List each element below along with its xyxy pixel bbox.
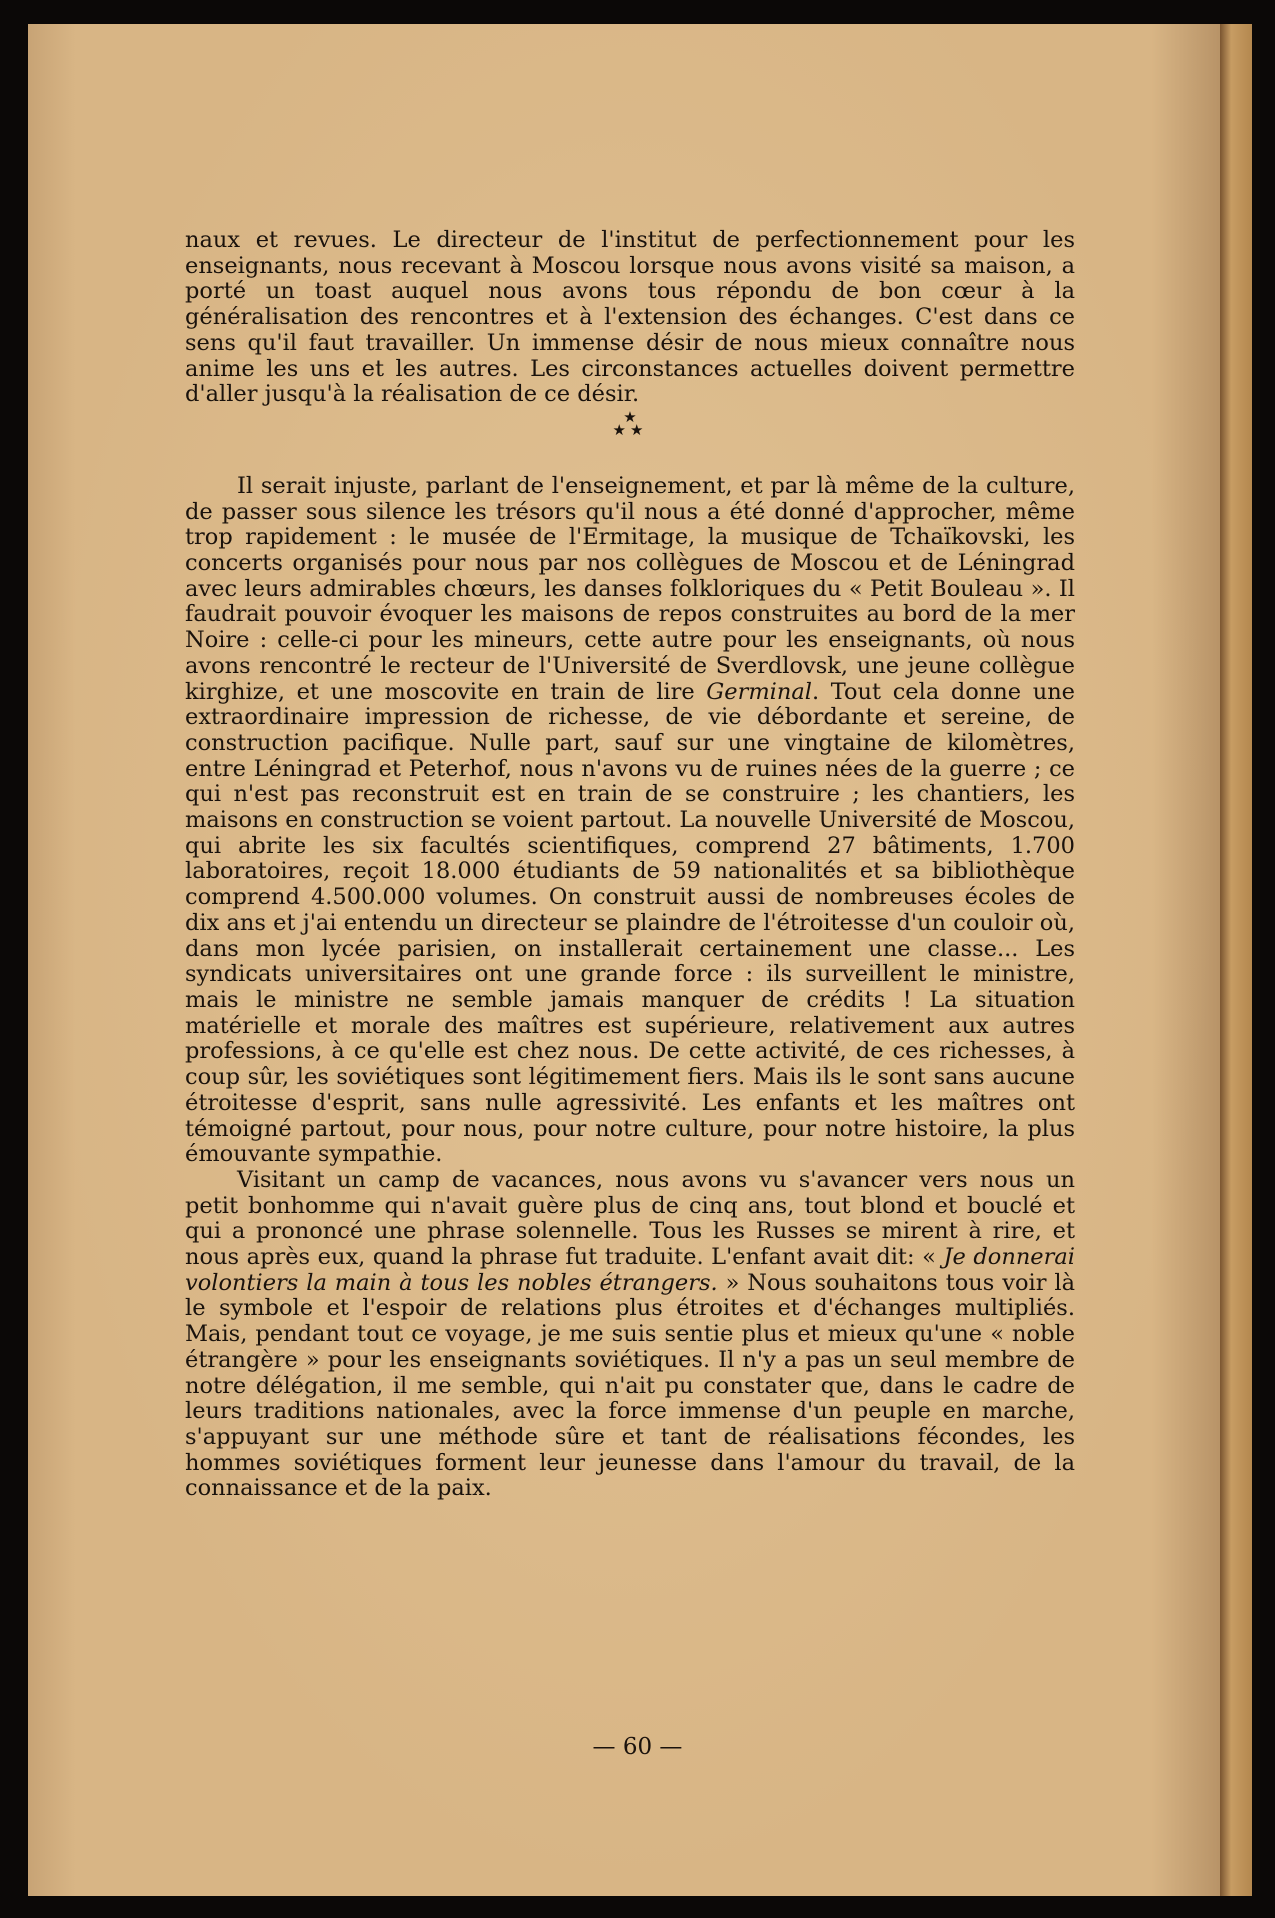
child-quote: Je donnerai volontiers la main à tous les nobles étrangers. — [185, 1244, 1075, 1296]
paragraph-culture-text-2: . Tout cela donne une extraordinaire impression de richesse, de vie débordante et sereine, de construction pacifique. Nulle part, sauf sur une vingtaine de kilomètres, entre Léningrad et Peterhof, nous n'avons vu de ruines nées de la guerre ; ce qui n'est pas reconstruit est en train de se construire ; les chantiers, les maisons en construction se voient partout. La nouvelle Université de Moscou, qui abrite les six facultés scientifiques, comprend 27 bâtiments, 1.700 laboratoires, reçoit 18.000 étudiants de 59 nationalités et sa bibliothèque comprend 4.500.000 volumes. On construit aussi de nombreuses écoles de dix ans et j'ai entendu un directeur se plaindre de l'étroitesse d'un couloir où, dans mon lycée parisien, on installerait certainement une classe... Les syndicats universitaires ont une grande force : ils surveillent le ministre, mais le ministre ne semble jamais manquer de crédits ! La situation matérielle et morale des maîtres est supérieure, relativement aux autres professions, à ce qu'elle est chez nous. De cette activité, de ces richesses, à coup sûr, les soviétiques sont légitimement fiers. Mais ils le sont sans aucune étroitesse d'esprit, sans nulle agressivité. Les enfants et les maîtres ont témoigné partout, pour nous, pour notre culture, pour notre histoire, la plus émouvante sympathie. — [185, 678, 1075, 1168]
page-number: — 60 — — [592, 1734, 683, 1760]
paragraph-culture-text-1: Il serait injuste, parlant de l'enseignement, et par là même de la culture, de passer sous silence les trésors qu'il nous a été donné d'approcher, même trop rapidement : le musée de l'Ermitage, la musique de Tchaïkovski, les concerts organisés pour nous par nos collègues de Moscou et de Léningrad avec leurs admirables chœurs, les danses folkloriques du « Petit Bouleau ». Il faudrait pouvoir évoquer les maisons de repos construites au bord de la mer Noire : celle-ci pour les mineurs, cette autre pour les enseignants, où nous avons rencontré le recteur de l'Université de Sverdlovsk, une jeune collègue kirghize, et une moscovite en train de lire — [185, 472, 1075, 705]
adjacent-page-edge — [1220, 24, 1252, 1896]
paragraph-culture — [185, 474, 1075, 1168]
body-text — [185, 228, 1075, 1502]
paragraph-camp-text-2: » Nous souhaitons tous voir là le symbole et l'espoir de relations plus étroites et d'échanges multipliés. Mais, pendant tout ce voyage, je me suis sentie plus et mieux qu'une « noble étrangère » pour les enseignants soviétiques. Il n'y a pas un seul membre de notre délégation, il me semble, qui n'ait pu constater que, dans le cadre de leurs traditions nationales, avec la force immense d'un peuple en marche, s'appuyant sur une méthode sûre et tant de réalisations fécondes, les hommes soviétiques forment leur jeunesse dans l'amour du travail, de la connaissance et de la paix. — [185, 1269, 1075, 1502]
paragraph-camp-text-1: Visitant un camp de vacances, nous avons vu s'avancer vers nous un petit bonhomme qui n'avait guère plus de cinq ans, tout blond et bouclé et qui a prononcé une phrase solennelle. Tous les Russes se mirent à rire, et nous après eux, quand la phrase fut traduite. L'enfant avait dit: « — [185, 1166, 1075, 1271]
paragraph-continuation: naux et revues. Le directeur de l'institut de perfectionnement pour les enseignants, nous recevant à Moscou lorsque nous avons visité sa maison, a porté un toast auquel nous avons tous répondu de bon cœur à la généralisation des rencontres et à l'extension des échanges. C'est dans ce sens qu'il faut travailler. Un immense désir de nous mieux connaître nous anime les uns et les autres. Les circonstances actuelles doivent permettre d'aller jusqu'à la réalisation de ce désir. — [185, 227, 1075, 408]
section-separator-asterism — [185, 408, 1075, 474]
asterism-stars-bottom: ★★ — [612, 420, 648, 439]
book-title-germinal: Germinal — [706, 678, 812, 705]
paragraph-holiday-camp — [185, 1168, 1075, 1502]
asterism-star-top: ★ — [623, 407, 637, 426]
